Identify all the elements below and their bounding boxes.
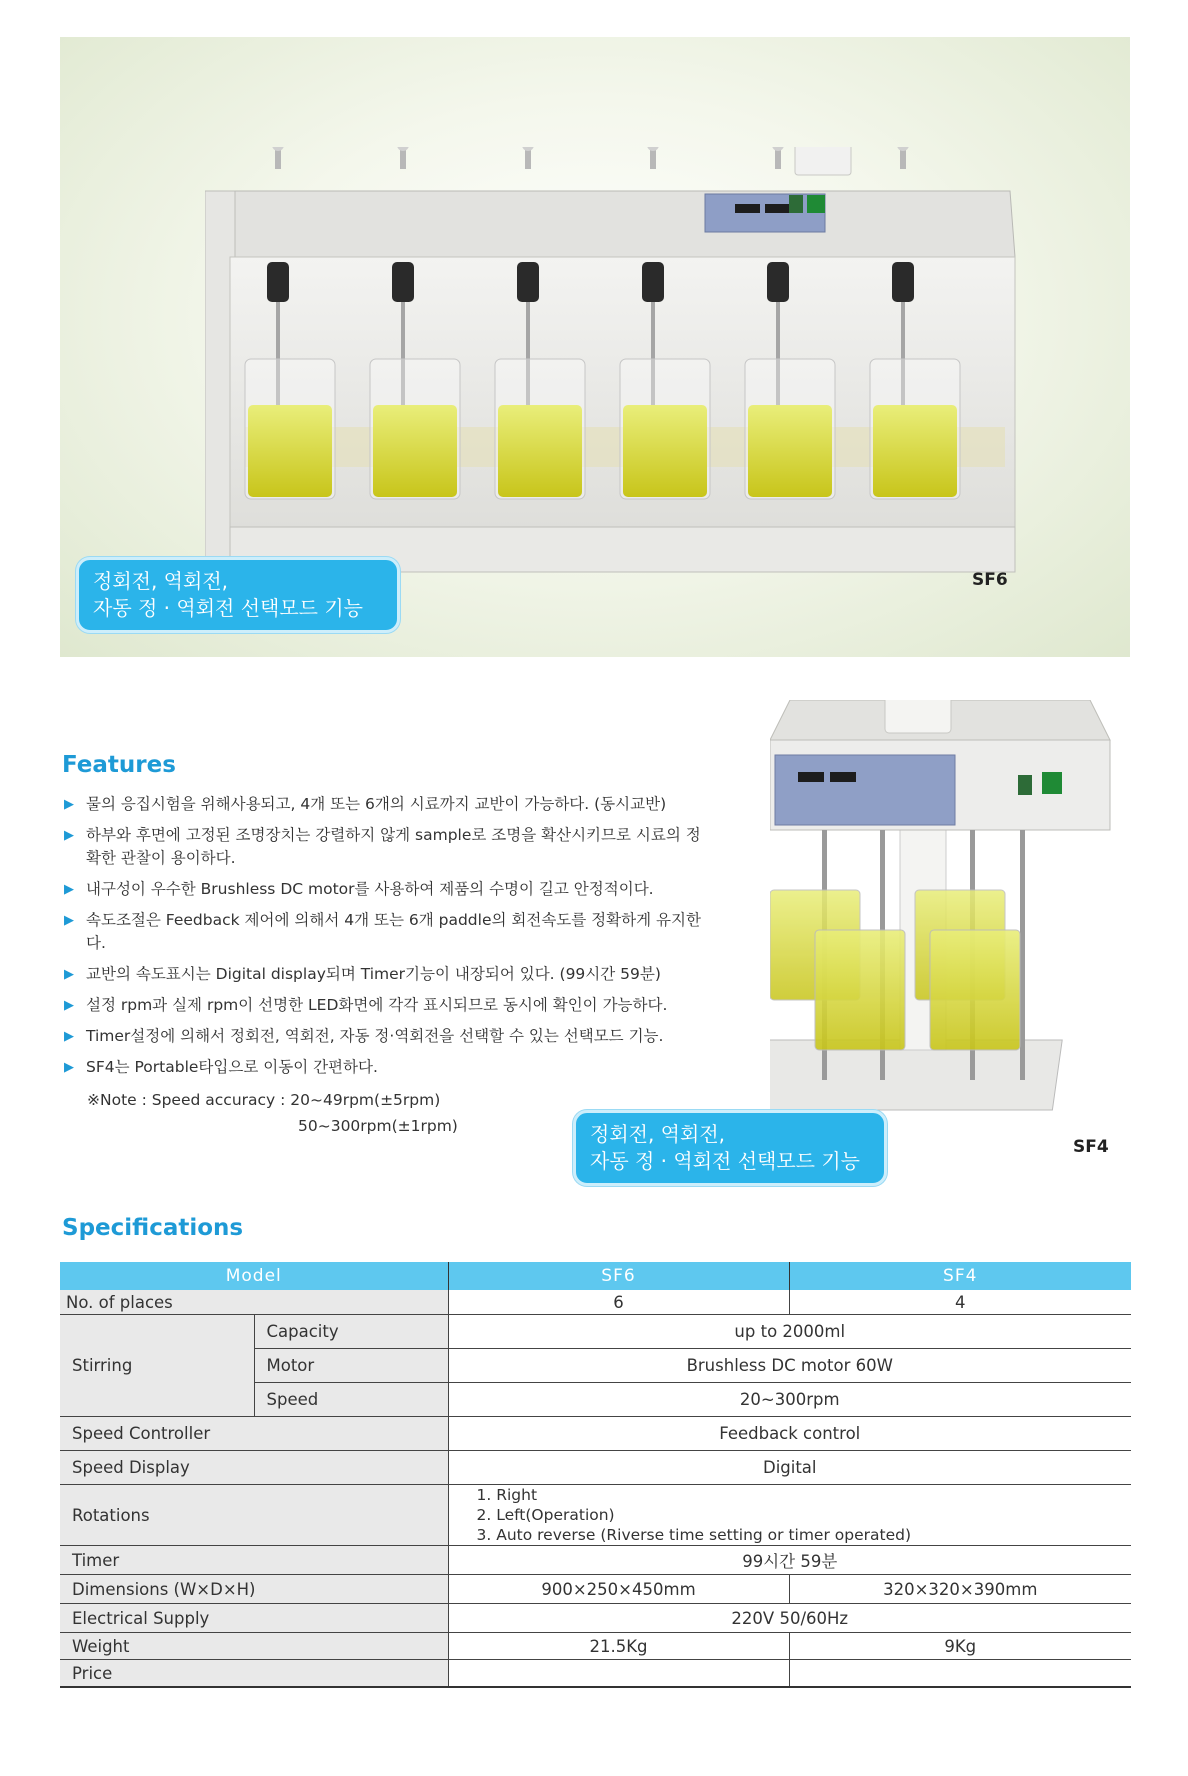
motor-chuck [767, 262, 789, 302]
motor-chuck [517, 262, 539, 302]
list-item: 2. Left(Operation) [476, 1506, 615, 1524]
table-row [60, 1660, 1131, 1688]
row-sublabel: Motor [254, 1349, 448, 1383]
cell-value [448, 1660, 789, 1688]
paddle-knob [647, 147, 659, 151]
sf6-model-label: SF6 [972, 570, 1008, 590]
beaker-liquid [748, 405, 832, 497]
motor-chuck [892, 262, 914, 302]
motor-chuck [267, 262, 289, 302]
sf4-rotation-callout [573, 1110, 887, 1186]
cell-value: up to 2000ml [448, 1315, 1131, 1349]
table-row [60, 1575, 1131, 1604]
bullet-arrow-icon: ▶ [64, 1029, 74, 1044]
feature-item: ▶ 속도조절은 Feedback 제어에 의해서 4개 또는 6개 paddle의 회전속도를 정확하게 유지한다. [64, 911, 701, 952]
row-label: Price [60, 1660, 448, 1688]
speed-accuracy-note: ※Note : Speed accuracy : 20~49rpm(±5rpm) [87, 1091, 441, 1109]
table-row [60, 1315, 1131, 1349]
specifications-table [60, 1262, 1131, 1688]
features-heading: Features [62, 752, 176, 778]
cell-value: 99시간 59분 [448, 1546, 1131, 1575]
sf6-jar-tester-illustration [205, 147, 1025, 577]
row-label: Rotations [60, 1485, 448, 1546]
callout-line-2: 자동 정 · 역회전 선택모드 기능 [590, 1149, 860, 1173]
beaker-liquid [373, 405, 457, 497]
bullet-arrow-icon: ▶ [64, 828, 74, 843]
specifications-heading: Specifications [62, 1215, 244, 1241]
cell-value: 9Kg [789, 1633, 1131, 1660]
list-item: 3. Auto reverse (Riverse time setting or timer operated) [476, 1526, 911, 1544]
paddle-knob [272, 147, 284, 151]
row-label: Weight [60, 1633, 448, 1660]
speed-accuracy-note-2: 50~300rpm(±1rpm) [298, 1117, 458, 1135]
feature-item: ▶ 물의 응집시험을 위해사용되고, 4개 또는 6개의 시료까지 교반이 가능하다. (동시교반) [62, 793, 702, 816]
row-label: Dimensions (W×D×H) [60, 1575, 448, 1604]
table-row [60, 1451, 1131, 1485]
table-row [60, 1546, 1131, 1575]
row-label: Timer [60, 1546, 448, 1575]
feature-item: ▶ Timer설정에 의해서 정회전, 역회전, 자동 정·역회전을 선택할 수 있는 선택모드 기능. [62, 1025, 702, 1048]
cell-value: 4 [789, 1290, 1131, 1315]
cell-value: 320×320×390mm [789, 1575, 1131, 1604]
row-label: Speed Display [60, 1451, 448, 1485]
callout-line-2: 자동 정 · 역회전 선택모드 기능 [93, 596, 363, 620]
callout-line-1: 정회전, 역회전, [93, 569, 228, 593]
row-sublabel: Speed [254, 1383, 448, 1417]
beaker-liquid [623, 405, 707, 497]
callout-line-1: 정회전, 역회전, [590, 1122, 725, 1146]
paddle-knob [522, 147, 534, 151]
cell-value: Digital [448, 1451, 1131, 1485]
sf4-model-label: SF4 [1073, 1137, 1109, 1157]
rotation-feature-callout [76, 557, 400, 633]
feature-item: ▶ 하부와 후면에 고정된 조명장치는 강렬하지 않게 sample로 조명을 확산시키므로 시료의 정확한 관찰이 용이하다. [64, 826, 701, 867]
row-sublabel: Capacity [254, 1315, 448, 1349]
cell-value: Feedback control [448, 1417, 1131, 1451]
motor-chuck [392, 262, 414, 302]
cell-value: 21.5Kg [448, 1633, 789, 1660]
feature-item: ▶ 내구성이 우수한 Brushless DC motor를 사용하여 제품의 수명이 길고 안정적이다. [62, 878, 702, 901]
table-header-row [60, 1262, 1131, 1290]
header-model: Model [60, 1262, 448, 1290]
table-row [60, 1485, 1131, 1546]
table-row [60, 1604, 1131, 1633]
beaker-liquid [873, 405, 957, 497]
bullet-arrow-icon: ▶ [64, 797, 74, 812]
row-label: Electrical Supply [60, 1604, 448, 1633]
cell-value: 20~300rpm [448, 1383, 1131, 1417]
paddle-knob [397, 147, 409, 151]
row-label: No. of places [60, 1290, 448, 1315]
table-row [60, 1290, 1131, 1315]
header-sf4: SF4 [789, 1262, 1131, 1290]
header-sf6: SF6 [448, 1262, 789, 1290]
table-row [60, 1417, 1131, 1451]
row-label: Stirring [60, 1315, 254, 1417]
bullet-arrow-icon: ▶ [64, 1060, 74, 1075]
bullet-arrow-icon: ▶ [64, 998, 74, 1013]
cell-value: Brushless DC motor 60W [448, 1349, 1131, 1383]
features-list [62, 793, 702, 1139]
cell-value: 900×250×450mm [448, 1575, 789, 1604]
table-row [60, 1633, 1131, 1660]
bullet-arrow-icon: ▶ [64, 913, 74, 928]
sf6-product-photo [60, 37, 1130, 657]
bullet-arrow-icon: ▶ [64, 882, 74, 897]
paddle-knob [772, 147, 784, 151]
list-item: 1. Right [476, 1486, 538, 1504]
feature-item: ▶ 교반의 속도표시는 Digital display되며 Timer기능이 내장되어 있다. (99시간 59분) [62, 963, 702, 986]
beaker-liquid [248, 405, 332, 497]
cell-value: 6 [448, 1290, 789, 1315]
feature-item: ▶ SF4는 Portable타입으로 이동이 간편하다. [62, 1056, 702, 1079]
paddle-knob [897, 147, 909, 151]
motor-chuck [642, 262, 664, 302]
cell-value: 220V 50/60Hz [448, 1604, 1131, 1633]
row-label: Speed Controller [60, 1417, 448, 1451]
cell-value [789, 1660, 1131, 1688]
bullet-arrow-icon: ▶ [64, 967, 74, 982]
rotations-list [448, 1485, 1131, 1546]
sf4-jar-tester-illustration [770, 700, 1130, 1140]
beaker-liquid [498, 405, 582, 497]
feature-item: ▶ 설정 rpm과 실제 rpm이 선명한 LED화면에 각각 표시되므로 동시에 확인이 가능하다. [62, 994, 702, 1017]
